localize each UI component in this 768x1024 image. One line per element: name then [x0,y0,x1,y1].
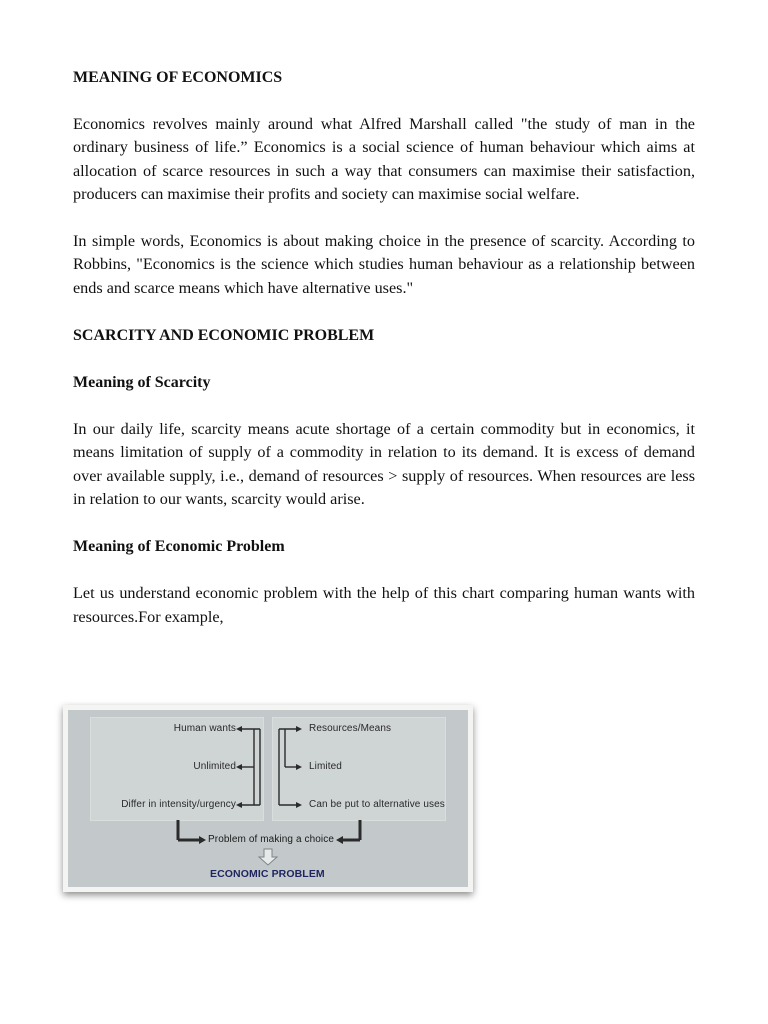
figure-label-resources-means: Resources/Means [309,723,392,734]
figure-label-human-wants: Human wants [173,723,236,734]
paragraph-scarcity: In our daily life, scarcity means acute shortage of a certain commodity but in economics, it means limitation of supply of a commodity in relation to its demand. It is excess of demand over available supply, i.e., demand of resources > supply of resources. When resources are less in relation to our wants, scarcity would arise. [73,420,695,508]
figure-photo [68,710,468,887]
figure-label-alternative-uses: Can be put to alternative uses [309,799,445,810]
economic-problem-figure [63,705,473,892]
subheading-meaning-of-scarcity: Meaning of Scarcity [73,374,211,392]
subheading-meaning-of-economic-problem: Meaning of Economic Problem [73,538,285,556]
figure-label-economic-problem: ECONOMIC PROBLEM [210,868,325,880]
paragraph-marshall-definition: Economics revolves mainly around what Alfred Marshall called "the study of man in the ordinary business of life.” Economics is a social science of human behaviour which aims at allocation of scarce resources in such a way that consumers can maximise their satisfaction, producers can maximise their profits and society can maximise social welfare. [73,115,695,203]
figure-label-differ-in-intensity: Differ in intensity/urgency [121,799,236,810]
figure-label-problem-of-choice: Problem of making a choice [208,834,334,845]
paragraph-chart-intro: Let us understand economic problem with the help of this chart comparing human wants with resources.For example, [73,584,695,626]
document-body [73,66,695,653]
figure-label-limited: Limited [309,761,342,772]
heading-meaning-of-economics: MEANING OF ECONOMICS [73,69,283,86]
heading-scarcity-and-economic-problem: SCARCITY AND ECONOMIC PROBLEM [73,327,375,345]
figure-label-unlimited: Unlimited [193,761,236,772]
paragraph-robbins-definition: In simple words, Economics is about making choice in the presence of scarcity. According to Robbins, "Economics is the science which studies human behaviour as a relationship between ends and scarce means which have alternative uses." [73,232,695,297]
